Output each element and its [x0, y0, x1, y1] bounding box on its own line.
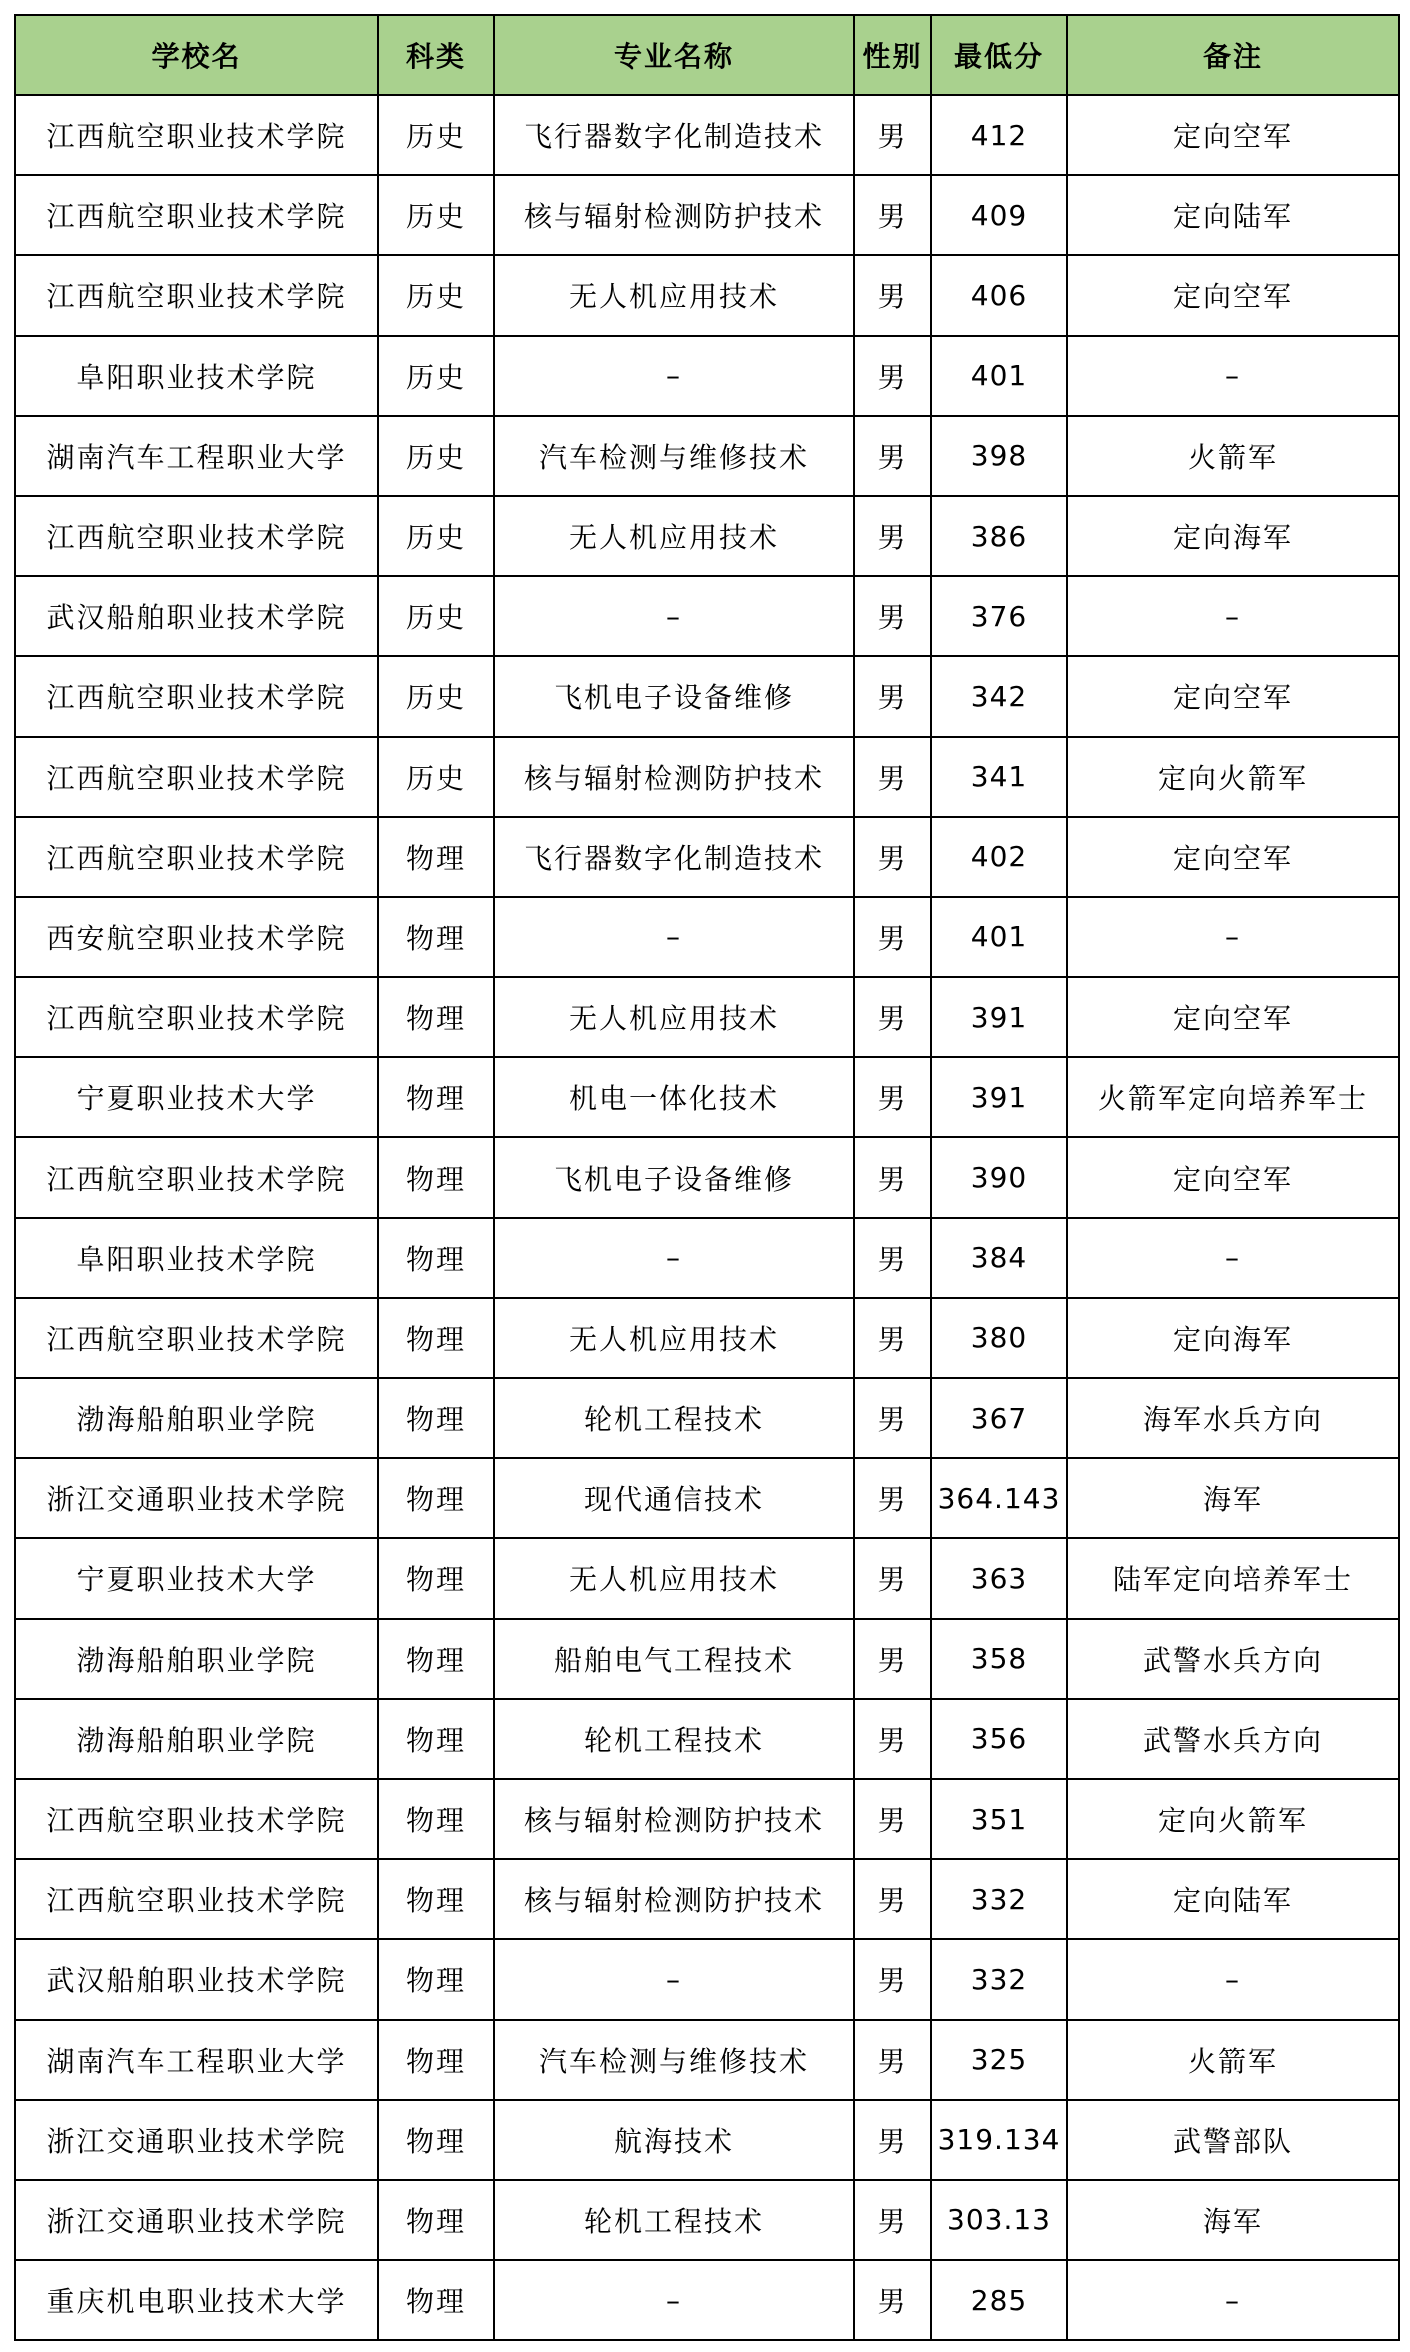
- major-name-cell: 无人机应用技术: [494, 1298, 854, 1378]
- remarks-cell: 火箭军: [1067, 2020, 1399, 2100]
- table-row: [15, 1458, 1399, 1538]
- min-score-cell: 386: [931, 496, 1067, 576]
- remarks-cell: 武警水兵方向: [1067, 1619, 1399, 1699]
- table-row: [15, 1619, 1399, 1699]
- major-name-cell: 航海技术: [494, 2100, 854, 2180]
- major-name-cell: –: [494, 576, 854, 656]
- major-name-cell: 飞行器数字化制造技术: [494, 95, 854, 175]
- gender-cell: 男: [854, 1057, 931, 1137]
- table-row: [15, 336, 1399, 416]
- header-school-name: 学校名: [15, 15, 378, 95]
- min-score-cell: 332: [931, 1859, 1067, 1939]
- table-row: [15, 1057, 1399, 1137]
- gender-cell: 男: [854, 1699, 931, 1779]
- major-name-cell: 无人机应用技术: [494, 977, 854, 1057]
- school-name-cell: 江西航空职业技术学院: [15, 1137, 378, 1217]
- subject-type-cell: 历史: [378, 175, 494, 255]
- subject-type-cell: 物理: [378, 1218, 494, 1298]
- min-score-cell: 356: [931, 1699, 1067, 1779]
- gender-cell: 男: [854, 817, 931, 897]
- table-row: [15, 1859, 1399, 1939]
- school-name-cell: 武汉船舶职业技术学院: [15, 1939, 378, 2019]
- table-row: [15, 416, 1399, 496]
- gender-cell: 男: [854, 1137, 931, 1217]
- subject-type-cell: 物理: [378, 977, 494, 1057]
- gender-cell: 男: [854, 336, 931, 416]
- school-name-cell: 渤海船舶职业学院: [15, 1699, 378, 1779]
- major-name-cell: 无人机应用技术: [494, 1538, 854, 1618]
- min-score-cell: 401: [931, 336, 1067, 416]
- table-row: [15, 95, 1399, 175]
- major-name-cell: –: [494, 1939, 854, 2019]
- subject-type-cell: 物理: [378, 1859, 494, 1939]
- table-row: [15, 175, 1399, 255]
- major-name-cell: 核与辐射检测防护技术: [494, 737, 854, 817]
- min-score-cell: 358: [931, 1619, 1067, 1699]
- remarks-cell: 定向火箭军: [1067, 737, 1399, 817]
- major-name-cell: 轮机工程技术: [494, 2180, 854, 2260]
- table-row: [15, 2180, 1399, 2260]
- table-row: [15, 977, 1399, 1057]
- school-name-cell: 江西航空职业技术学院: [15, 496, 378, 576]
- major-name-cell: 轮机工程技术: [494, 1378, 854, 1458]
- min-score-cell: 390: [931, 1137, 1067, 1217]
- remarks-cell: 定向空军: [1067, 1137, 1399, 1217]
- table-row: [15, 255, 1399, 335]
- subject-type-cell: 历史: [378, 416, 494, 496]
- remarks-cell: 定向空军: [1067, 95, 1399, 175]
- school-name-cell: 江西航空职业技术学院: [15, 977, 378, 1057]
- remarks-cell: 武警水兵方向: [1067, 1699, 1399, 1779]
- school-name-cell: 江西航空职业技术学院: [15, 255, 378, 335]
- table-row: [15, 897, 1399, 977]
- table-row: [15, 1378, 1399, 1458]
- school-name-cell: 宁夏职业技术大学: [15, 1057, 378, 1137]
- gender-cell: 男: [854, 737, 931, 817]
- gender-cell: 男: [854, 576, 931, 656]
- remarks-cell: –: [1067, 2260, 1399, 2340]
- subject-type-cell: 物理: [378, 1779, 494, 1859]
- min-score-cell: 391: [931, 1057, 1067, 1137]
- major-name-cell: –: [494, 897, 854, 977]
- min-score-cell: 409: [931, 175, 1067, 255]
- school-name-cell: 渤海船舶职业学院: [15, 1619, 378, 1699]
- table-row: [15, 1298, 1399, 1378]
- remarks-cell: –: [1067, 1218, 1399, 1298]
- gender-cell: 男: [854, 1298, 931, 1378]
- min-score-cell: 364.143: [931, 1458, 1067, 1538]
- major-name-cell: 无人机应用技术: [494, 255, 854, 335]
- admission-score-table: [14, 14, 1400, 2341]
- min-score-cell: 342: [931, 656, 1067, 736]
- gender-cell: 男: [854, 95, 931, 175]
- subject-type-cell: 物理: [378, 1057, 494, 1137]
- gender-cell: 男: [854, 255, 931, 335]
- gender-cell: 男: [854, 175, 931, 255]
- gender-cell: 男: [854, 1939, 931, 2019]
- remarks-cell: –: [1067, 336, 1399, 416]
- min-score-cell: 332: [931, 1939, 1067, 2019]
- gender-cell: 男: [854, 977, 931, 1057]
- table-row: [15, 737, 1399, 817]
- subject-type-cell: 历史: [378, 656, 494, 736]
- school-name-cell: 武汉船舶职业技术学院: [15, 576, 378, 656]
- subject-type-cell: 历史: [378, 737, 494, 817]
- school-name-cell: 湖南汽车工程职业大学: [15, 416, 378, 496]
- remarks-cell: 定向陆军: [1067, 1859, 1399, 1939]
- table-header-row: [15, 15, 1399, 95]
- min-score-cell: 351: [931, 1779, 1067, 1859]
- gender-cell: 男: [854, 1378, 931, 1458]
- school-name-cell: 重庆机电职业技术大学: [15, 2260, 378, 2340]
- table-row: [15, 2260, 1399, 2340]
- table-row: [15, 1939, 1399, 2019]
- school-name-cell: 江西航空职业技术学院: [15, 175, 378, 255]
- major-name-cell: 核与辐射检测防护技术: [494, 1779, 854, 1859]
- remarks-cell: –: [1067, 1939, 1399, 2019]
- subject-type-cell: 历史: [378, 336, 494, 416]
- subject-type-cell: 物理: [378, 1619, 494, 1699]
- table-row: [15, 817, 1399, 897]
- table-row: [15, 496, 1399, 576]
- gender-cell: 男: [854, 1779, 931, 1859]
- major-name-cell: –: [494, 1218, 854, 1298]
- remarks-cell: 定向海军: [1067, 496, 1399, 576]
- school-name-cell: 宁夏职业技术大学: [15, 1538, 378, 1618]
- gender-cell: 男: [854, 2180, 931, 2260]
- table-body: [15, 95, 1399, 2340]
- table-row: [15, 2100, 1399, 2180]
- subject-type-cell: 物理: [378, 1378, 494, 1458]
- subject-type-cell: 物理: [378, 1699, 494, 1779]
- subject-type-cell: 物理: [378, 1458, 494, 1538]
- min-score-cell: 391: [931, 977, 1067, 1057]
- school-name-cell: 江西航空职业技术学院: [15, 1859, 378, 1939]
- gender-cell: 男: [854, 1218, 931, 1298]
- gender-cell: 男: [854, 656, 931, 736]
- remarks-cell: 海军: [1067, 1458, 1399, 1538]
- remarks-cell: 火箭军: [1067, 416, 1399, 496]
- table-row: [15, 656, 1399, 736]
- subject-type-cell: 历史: [378, 496, 494, 576]
- min-score-cell: 325: [931, 2020, 1067, 2100]
- remarks-cell: 海军水兵方向: [1067, 1378, 1399, 1458]
- subject-type-cell: 物理: [378, 817, 494, 897]
- major-name-cell: 飞行器数字化制造技术: [494, 817, 854, 897]
- subject-type-cell: 物理: [378, 2020, 494, 2100]
- remarks-cell: –: [1067, 576, 1399, 656]
- header-subject-type: 科类: [378, 15, 494, 95]
- gender-cell: 男: [854, 2020, 931, 2100]
- subject-type-cell: 物理: [378, 1137, 494, 1217]
- header-min-score: 最低分: [931, 15, 1067, 95]
- major-name-cell: 现代通信技术: [494, 1458, 854, 1538]
- subject-type-cell: 物理: [378, 1939, 494, 2019]
- gender-cell: 男: [854, 2100, 931, 2180]
- min-score-cell: 401: [931, 897, 1067, 977]
- school-name-cell: 湖南汽车工程职业大学: [15, 2020, 378, 2100]
- min-score-cell: 363: [931, 1538, 1067, 1618]
- school-name-cell: 江西航空职业技术学院: [15, 737, 378, 817]
- remarks-cell: 火箭军定向培养军士: [1067, 1057, 1399, 1137]
- major-name-cell: 飞机电子设备维修: [494, 656, 854, 736]
- school-name-cell: 浙江交通职业技术学院: [15, 2100, 378, 2180]
- header-gender: 性别: [854, 15, 931, 95]
- remarks-cell: 武警部队: [1067, 2100, 1399, 2180]
- major-name-cell: 船舶电气工程技术: [494, 1619, 854, 1699]
- school-name-cell: 渤海船舶职业学院: [15, 1378, 378, 1458]
- min-score-cell: 341: [931, 737, 1067, 817]
- major-name-cell: 轮机工程技术: [494, 1699, 854, 1779]
- table-row: [15, 1779, 1399, 1859]
- min-score-cell: 412: [931, 95, 1067, 175]
- subject-type-cell: 物理: [378, 2260, 494, 2340]
- subject-type-cell: 物理: [378, 1538, 494, 1618]
- subject-type-cell: 物理: [378, 2100, 494, 2180]
- table-row: [15, 1218, 1399, 1298]
- table-row: [15, 576, 1399, 656]
- subject-type-cell: 物理: [378, 897, 494, 977]
- remarks-cell: 定向空军: [1067, 255, 1399, 335]
- remarks-cell: –: [1067, 897, 1399, 977]
- admission-table-container: [14, 14, 1398, 2341]
- school-name-cell: 江西航空职业技术学院: [15, 1298, 378, 1378]
- gender-cell: 男: [854, 496, 931, 576]
- school-name-cell: 江西航空职业技术学院: [15, 656, 378, 736]
- min-score-cell: 406: [931, 255, 1067, 335]
- gender-cell: 男: [854, 1538, 931, 1618]
- min-score-cell: 319.134: [931, 2100, 1067, 2180]
- subject-type-cell: 历史: [378, 576, 494, 656]
- remarks-cell: 定向空军: [1067, 817, 1399, 897]
- min-score-cell: 285: [931, 2260, 1067, 2340]
- remarks-cell: 定向空军: [1067, 977, 1399, 1057]
- subject-type-cell: 历史: [378, 95, 494, 175]
- gender-cell: 男: [854, 1859, 931, 1939]
- school-name-cell: 江西航空职业技术学院: [15, 95, 378, 175]
- gender-cell: 男: [854, 2260, 931, 2340]
- remarks-cell: 定向陆军: [1067, 175, 1399, 255]
- major-name-cell: 汽车检测与维修技术: [494, 416, 854, 496]
- major-name-cell: 无人机应用技术: [494, 496, 854, 576]
- major-name-cell: 飞机电子设备维修: [494, 1137, 854, 1217]
- school-name-cell: 江西航空职业技术学院: [15, 1779, 378, 1859]
- table-row: [15, 1137, 1399, 1217]
- gender-cell: 男: [854, 416, 931, 496]
- school-name-cell: 浙江交通职业技术学院: [15, 1458, 378, 1538]
- min-score-cell: 380: [931, 1298, 1067, 1378]
- remarks-cell: 海军: [1067, 2180, 1399, 2260]
- school-name-cell: 西安航空职业技术学院: [15, 897, 378, 977]
- min-score-cell: 367: [931, 1378, 1067, 1458]
- major-name-cell: –: [494, 336, 854, 416]
- subject-type-cell: 历史: [378, 255, 494, 335]
- major-name-cell: 核与辐射检测防护技术: [494, 1859, 854, 1939]
- min-score-cell: 303.13: [931, 2180, 1067, 2260]
- major-name-cell: 核与辐射检测防护技术: [494, 175, 854, 255]
- school-name-cell: 浙江交通职业技术学院: [15, 2180, 378, 2260]
- gender-cell: 男: [854, 1619, 931, 1699]
- subject-type-cell: 物理: [378, 1298, 494, 1378]
- header-remarks: 备注: [1067, 15, 1399, 95]
- table-row: [15, 2020, 1399, 2100]
- remarks-cell: 定向火箭军: [1067, 1779, 1399, 1859]
- remarks-cell: 定向空军: [1067, 656, 1399, 736]
- school-name-cell: 阜阳职业技术学院: [15, 1218, 378, 1298]
- table-row: [15, 1538, 1399, 1618]
- min-score-cell: 398: [931, 416, 1067, 496]
- school-name-cell: 江西航空职业技术学院: [15, 817, 378, 897]
- gender-cell: 男: [854, 1458, 931, 1538]
- school-name-cell: 阜阳职业技术学院: [15, 336, 378, 416]
- remarks-cell: 定向海军: [1067, 1298, 1399, 1378]
- major-name-cell: 机电一体化技术: [494, 1057, 854, 1137]
- min-score-cell: 384: [931, 1218, 1067, 1298]
- major-name-cell: –: [494, 2260, 854, 2340]
- remarks-cell: 陆军定向培养军士: [1067, 1538, 1399, 1618]
- gender-cell: 男: [854, 897, 931, 977]
- table-row: [15, 1699, 1399, 1779]
- header-major-name: 专业名称: [494, 15, 854, 95]
- major-name-cell: 汽车检测与维修技术: [494, 2020, 854, 2100]
- min-score-cell: 376: [931, 576, 1067, 656]
- subject-type-cell: 物理: [378, 2180, 494, 2260]
- min-score-cell: 402: [931, 817, 1067, 897]
